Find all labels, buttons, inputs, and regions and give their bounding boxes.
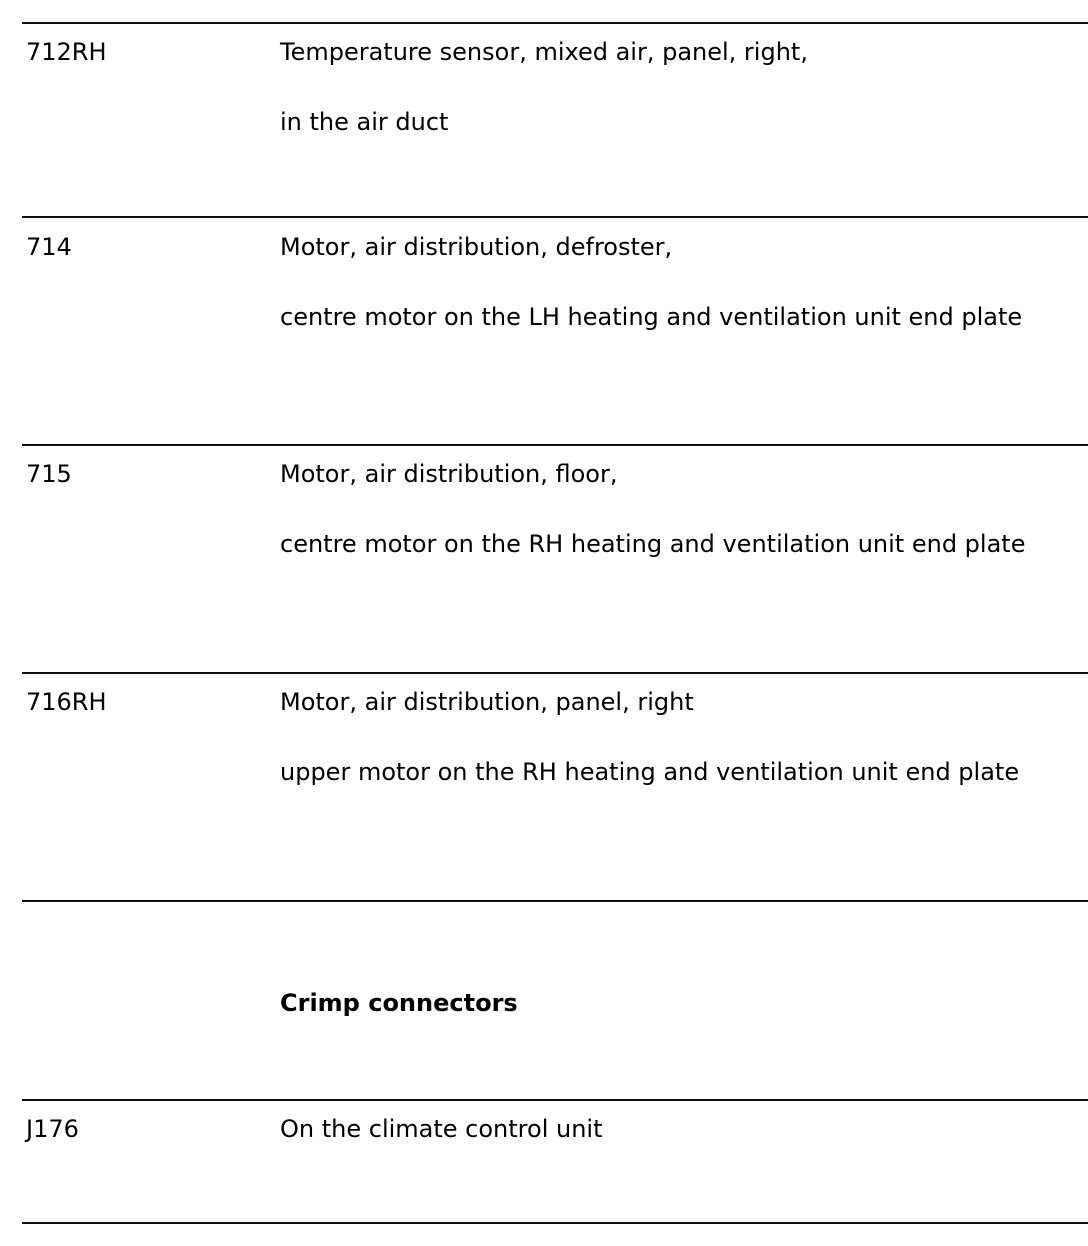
row-divider	[22, 672, 1088, 674]
row-divider	[22, 216, 1088, 218]
row-title: Temperature sensor, mixed air, panel, right,	[280, 38, 808, 66]
row-detail: upper motor on the RH heating and ventilation unit end plate	[280, 758, 1020, 786]
section-heading: Crimp connectors	[280, 989, 518, 1017]
row-divider	[22, 444, 1088, 446]
row-detail: in the air duct	[280, 108, 449, 136]
row-code: 714	[26, 233, 72, 261]
row-title: Motor, air distribution, floor,	[280, 460, 618, 488]
row-divider	[22, 1222, 1088, 1224]
row-code: 716RH	[26, 688, 107, 716]
row-code: 715	[26, 460, 72, 488]
row-detail: centre motor on the RH heating and ventilation unit end plate	[280, 530, 1026, 558]
row-title: Motor, air distribution, panel, right	[280, 688, 694, 716]
row-code: 712RH	[26, 38, 107, 66]
row-divider	[22, 1099, 1088, 1101]
row-divider	[22, 900, 1088, 902]
row-title: Motor, air distribution, defroster,	[280, 233, 673, 261]
row-detail: centre motor on the LH heating and ventilation unit end plate	[280, 303, 1023, 331]
connector-title: On the climate control unit	[280, 1115, 603, 1143]
connector-code: J176	[26, 1115, 79, 1143]
row-divider	[22, 22, 1088, 24]
